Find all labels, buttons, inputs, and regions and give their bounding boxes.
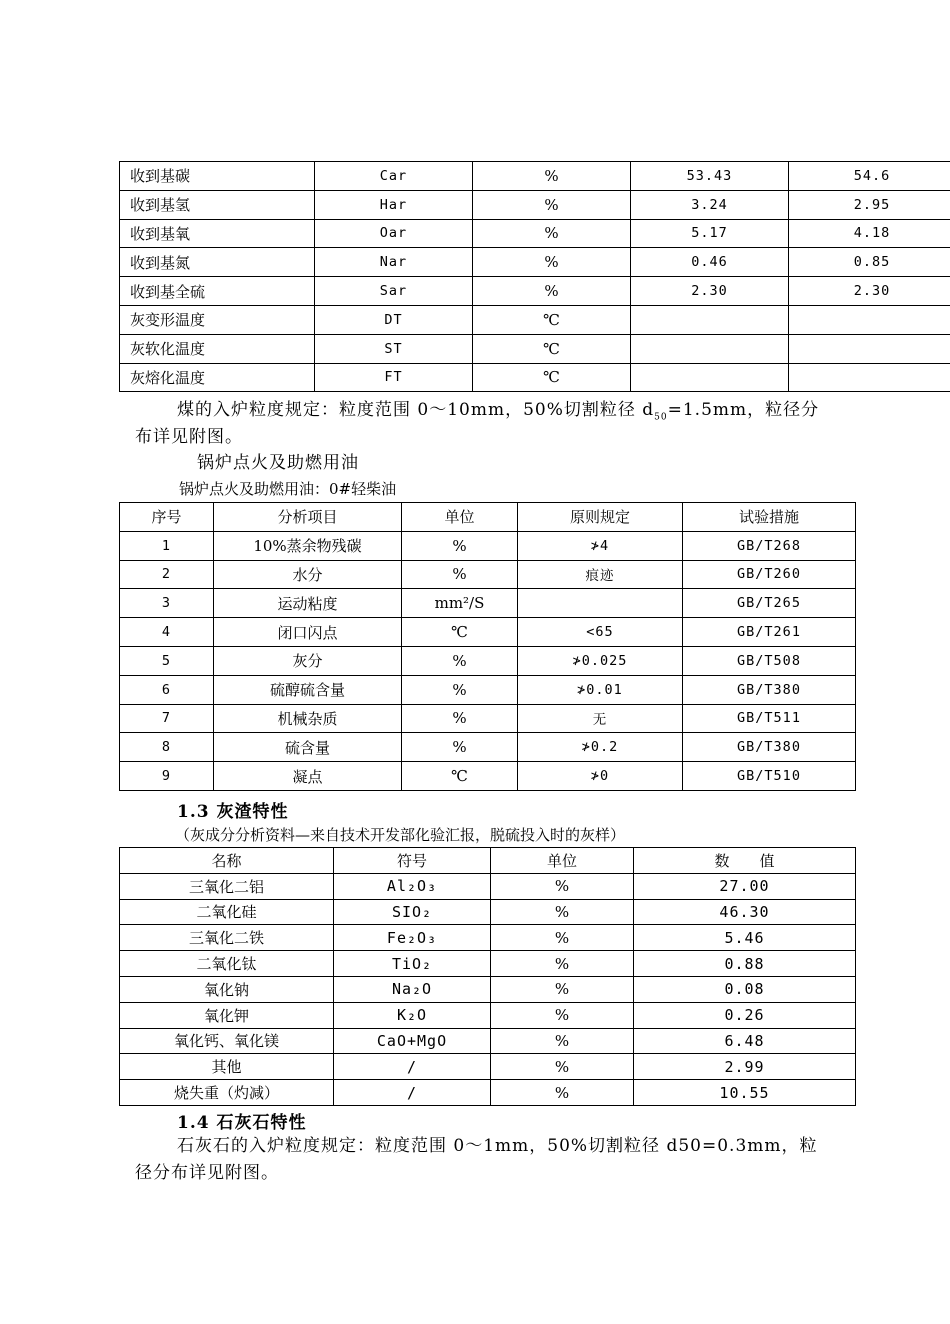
column-header: 单位 xyxy=(402,503,518,532)
cell-value-2: 54.6 xyxy=(789,162,950,191)
cell-unit: % xyxy=(491,976,634,1002)
cell-unit: % xyxy=(491,1080,634,1106)
cell-item: 凝点 xyxy=(214,762,402,791)
table-row xyxy=(120,976,856,1002)
ash-heading: 1.3 灰渣特性 xyxy=(177,802,289,822)
table-row xyxy=(120,334,950,363)
cell-unit: ℃ xyxy=(473,334,631,363)
cell-value-2: 0.85 xyxy=(789,248,950,277)
cell-rule: ≯0.2 xyxy=(518,733,683,762)
cell-name: 三氧化二铝 xyxy=(120,873,334,899)
cell-unit: mm²/S xyxy=(402,589,518,618)
cell-item: 硫含量 xyxy=(214,733,402,762)
cell-name: 三氧化二铁 xyxy=(120,925,334,951)
cell-value: 27.00 xyxy=(634,873,856,899)
cell-method: GB/T511 xyxy=(683,704,856,733)
cell-name: 灰熔化温度 xyxy=(120,363,315,392)
cell-symbol: CaO+MgO xyxy=(334,1028,491,1054)
cell-value-1: 53.43 xyxy=(631,162,789,191)
cell-value: 10.55 xyxy=(634,1080,856,1106)
table-row xyxy=(120,363,950,392)
cell-value-2: 4.18 xyxy=(789,219,950,248)
cell-name: 收到基全硫 xyxy=(120,277,315,306)
coal-particle-paragraph xyxy=(177,397,857,430)
cell-symbol: Oar xyxy=(315,219,473,248)
cell-method: GB/T380 xyxy=(683,675,856,704)
cell-unit: ℃ xyxy=(473,363,631,392)
cell-unit: % xyxy=(402,733,518,762)
table-row xyxy=(120,762,856,791)
cell-unit: % xyxy=(402,675,518,704)
cell-value-1: 5.17 xyxy=(631,219,789,248)
cell-method: GB/T265 xyxy=(683,589,856,618)
cell-rule: 痕迹 xyxy=(518,560,683,589)
table-row xyxy=(120,925,856,951)
cell-method: GB/T261 xyxy=(683,618,856,647)
cell-value: 6.48 xyxy=(634,1028,856,1054)
table-row xyxy=(120,618,856,647)
coal-analysis-table xyxy=(119,161,950,392)
cell-item: 10%蒸余物残碳 xyxy=(214,531,402,560)
cell-no: 9 xyxy=(120,762,214,791)
cell-item: 运动粘度 xyxy=(214,589,402,618)
cell-rule: ≯0.025 xyxy=(518,646,683,675)
table-row xyxy=(120,1054,856,1080)
coal-particle-text-end: =1.5mm，粒径分 xyxy=(667,400,820,420)
cell-unit: % xyxy=(491,1054,634,1080)
cell-name: 氧化钾 xyxy=(120,1002,334,1028)
cell-value-1: 0.46 xyxy=(631,248,789,277)
cell-rule: ≯4 xyxy=(518,531,683,560)
cell-name: 收到基氢 xyxy=(120,190,315,219)
table-row xyxy=(120,219,950,248)
cell-rule xyxy=(518,589,683,618)
cell-name: 灰软化温度 xyxy=(120,334,315,363)
cell-no: 1 xyxy=(120,531,214,560)
cell-value-1: 2.30 xyxy=(631,277,789,306)
cell-unit: % xyxy=(473,277,631,306)
cell-method: GB/T380 xyxy=(683,733,856,762)
cell-value-1: 3.24 xyxy=(631,190,789,219)
ash-composition-table xyxy=(119,847,856,1106)
cell-symbol: / xyxy=(334,1080,491,1106)
cell-unit: % xyxy=(402,560,518,589)
cell-unit: % xyxy=(473,219,631,248)
table-row xyxy=(120,305,950,334)
oil-subheading: 锅炉点火及助燃用油：0#轻柴油 xyxy=(179,480,397,498)
cell-name: 收到基氧 xyxy=(120,219,315,248)
cell-symbol: SIO₂ xyxy=(334,899,491,925)
cell-item: 闭口闪点 xyxy=(214,618,402,647)
cell-unit: % xyxy=(491,873,634,899)
ash-note: （灰成分分析资料—来自技术开发部化验汇报，脱硫投入时的灰样） xyxy=(175,826,626,844)
cell-no: 4 xyxy=(120,618,214,647)
column-header: 试验措施 xyxy=(683,503,856,532)
cell-value: 2.99 xyxy=(634,1054,856,1080)
cell-no: 5 xyxy=(120,646,214,675)
cell-method: GB/T508 xyxy=(683,646,856,675)
table-row xyxy=(120,1002,856,1028)
table-row xyxy=(120,675,856,704)
cell-symbol: Car xyxy=(315,162,473,191)
oil-analysis-table xyxy=(119,502,856,791)
cell-unit: % xyxy=(473,162,631,191)
coal-particle-sub: 50 xyxy=(654,412,668,423)
cell-name: 灰变形温度 xyxy=(120,305,315,334)
column-header: 分析项目 xyxy=(214,503,402,532)
cell-value-2 xyxy=(789,334,950,363)
cell-no: 8 xyxy=(120,733,214,762)
table-row xyxy=(120,704,856,733)
table-row xyxy=(120,531,856,560)
cell-value-2: 2.95 xyxy=(789,190,950,219)
cell-rule: 无 xyxy=(518,704,683,733)
cell-unit: % xyxy=(402,704,518,733)
column-header: 名称 xyxy=(120,848,334,874)
cell-unit: ℃ xyxy=(402,762,518,791)
table-row xyxy=(120,190,950,219)
cell-unit: % xyxy=(402,531,518,560)
cell-value-2 xyxy=(789,305,950,334)
cell-name: 烧失重（灼减） xyxy=(120,1080,334,1106)
cell-symbol: / xyxy=(334,1054,491,1080)
cell-symbol: Al₂O₃ xyxy=(334,873,491,899)
cell-symbol: ST xyxy=(315,334,473,363)
cell-symbol: DT xyxy=(315,305,473,334)
cell-value: 0.88 xyxy=(634,951,856,977)
cell-unit: % xyxy=(491,899,634,925)
cell-name: 收到基碳 xyxy=(120,162,315,191)
cell-symbol: TiO₂ xyxy=(334,951,491,977)
cell-rule: ≯0 xyxy=(518,762,683,791)
cell-unit: % xyxy=(491,1002,634,1028)
column-header: 符号 xyxy=(334,848,491,874)
cell-value: 0.26 xyxy=(634,1002,856,1028)
column-header: 原则规定 xyxy=(518,503,683,532)
cell-value-1 xyxy=(631,363,789,392)
table-row xyxy=(120,162,950,191)
cell-rule: ≯0.01 xyxy=(518,675,683,704)
table-row xyxy=(120,733,856,762)
cell-symbol: Fe₂O₃ xyxy=(334,925,491,951)
cell-value-2: 2.30 xyxy=(789,277,950,306)
table-header-row xyxy=(120,848,856,874)
cell-value-1 xyxy=(631,334,789,363)
table-row xyxy=(120,277,950,306)
cell-unit: ℃ xyxy=(473,305,631,334)
table-row xyxy=(120,589,856,618)
cell-name: 其他 xyxy=(120,1054,334,1080)
cell-item: 水分 xyxy=(214,560,402,589)
cell-name: 二氧化钛 xyxy=(120,951,334,977)
cell-no: 7 xyxy=(120,704,214,733)
cell-item: 机械杂质 xyxy=(214,704,402,733)
cell-no: 2 xyxy=(120,560,214,589)
lime-paragraph: 石灰石的入炉粒度规定：粒度范围 0～1mm，50%切割粒径 d50=0.3mm，粒 xyxy=(177,1136,818,1156)
cell-symbol: Na₂O xyxy=(334,976,491,1002)
cell-method: GB/T510 xyxy=(683,762,856,791)
table-row xyxy=(120,560,856,589)
column-header: 单位 xyxy=(491,848,634,874)
cell-unit: ℃ xyxy=(402,618,518,647)
cell-unit: % xyxy=(473,190,631,219)
coal-particle-text: 煤的入炉粒度规定：粒度范围 0～10mm，50%切割粒径 d xyxy=(177,400,655,420)
table-row xyxy=(120,873,856,899)
cell-unit: % xyxy=(402,646,518,675)
cell-unit: % xyxy=(491,925,634,951)
cell-no: 6 xyxy=(120,675,214,704)
table-row xyxy=(120,951,856,977)
cell-unit: % xyxy=(473,248,631,277)
cell-name: 二氧化硅 xyxy=(120,899,334,925)
cell-unit: % xyxy=(491,951,634,977)
cell-method: GB/T260 xyxy=(683,560,856,589)
oil-heading: 锅炉点火及助燃用油 xyxy=(197,453,359,473)
column-header: 数 值 xyxy=(634,848,856,874)
table-row xyxy=(120,646,856,675)
cell-value: 46.30 xyxy=(634,899,856,925)
cell-value-2 xyxy=(789,363,950,392)
lime-paragraph-cont: 径分布详见附图。 xyxy=(135,1163,279,1183)
table-row xyxy=(120,1028,856,1054)
table-row xyxy=(120,248,950,277)
cell-unit: % xyxy=(491,1028,634,1054)
cell-value: 0.08 xyxy=(634,976,856,1002)
table-row xyxy=(120,1080,856,1106)
cell-item: 灰分 xyxy=(214,646,402,675)
cell-name: 氧化钠 xyxy=(120,976,334,1002)
cell-symbol: Nar xyxy=(315,248,473,277)
cell-name: 氧化钙、氧化镁 xyxy=(120,1028,334,1054)
cell-value: 5.46 xyxy=(634,925,856,951)
cell-no: 3 xyxy=(120,589,214,618)
cell-item: 硫醇硫含量 xyxy=(214,675,402,704)
cell-symbol: K₂O xyxy=(334,1002,491,1028)
lime-heading: 1.4 石灰石特性 xyxy=(177,1113,307,1133)
table-row xyxy=(120,899,856,925)
coal-particle-paragraph-cont: 布详见附图。 xyxy=(135,427,243,447)
cell-symbol: Sar xyxy=(315,277,473,306)
cell-method: GB/T268 xyxy=(683,531,856,560)
table-header-row xyxy=(120,503,856,532)
cell-rule: <65 xyxy=(518,618,683,647)
cell-value-1 xyxy=(631,305,789,334)
cell-symbol: FT xyxy=(315,363,473,392)
cell-name: 收到基氮 xyxy=(120,248,315,277)
column-header: 序号 xyxy=(120,503,214,532)
cell-symbol: Har xyxy=(315,190,473,219)
